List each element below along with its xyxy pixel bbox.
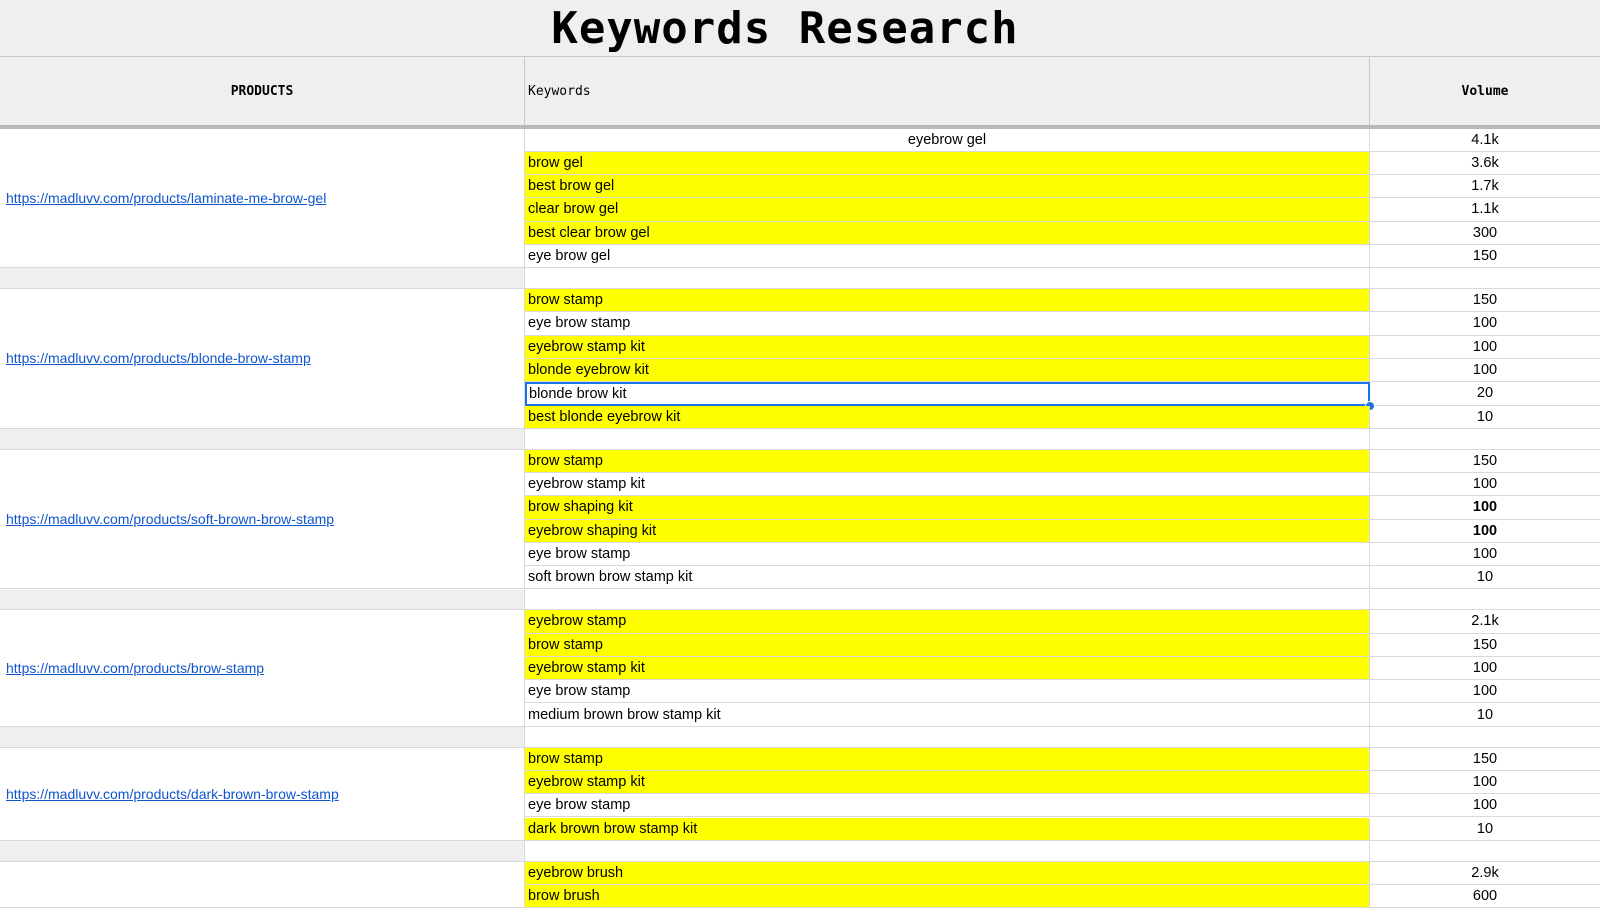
keyword-cell[interactable]: eyebrow stamp kit xyxy=(525,771,1370,794)
keyword-row xyxy=(525,289,1600,312)
product-link[interactable]: https://madluvv.com/products/brow-stamp xyxy=(6,660,265,677)
keyword-cell[interactable]: clear brow gel xyxy=(525,198,1370,221)
keyword-row xyxy=(525,862,1600,885)
keyword-row xyxy=(525,198,1600,221)
volume-cell[interactable]: 150 xyxy=(1370,289,1600,312)
keyword-cell[interactable]: brow stamp xyxy=(525,289,1370,312)
spacer-row[interactable] xyxy=(0,841,1600,862)
volume-cell[interactable]: 10 xyxy=(1370,406,1600,429)
spacer-keyword-cell[interactable] xyxy=(525,590,1370,610)
product-cell[interactable] xyxy=(0,862,525,909)
volume-cell[interactable]: 100 xyxy=(1370,657,1600,680)
keyword-cell[interactable]: eye brow gel xyxy=(525,245,1370,268)
volume-cell[interactable]: 2.9k xyxy=(1370,862,1600,885)
header-volume[interactable]: Volume xyxy=(1370,57,1600,126)
keyword-row xyxy=(525,794,1600,817)
keyword-cell[interactable]: eyebrow stamp xyxy=(525,610,1370,633)
keyword-row xyxy=(525,312,1600,335)
product-link[interactable]: https://madluvv.com/products/dark-brown-brow-stamp xyxy=(6,785,339,802)
keyword-row xyxy=(525,496,1600,519)
volume-cell[interactable]: 100 xyxy=(1370,496,1600,519)
spacer-row[interactable] xyxy=(0,268,1600,289)
keyword-row xyxy=(525,748,1600,771)
keyword-row xyxy=(525,152,1600,175)
product-cell[interactable] xyxy=(0,748,525,841)
volume-cell[interactable]: 1.7k xyxy=(1370,175,1600,198)
keyword-cell[interactable]: blonde eyebrow kit xyxy=(525,359,1370,382)
volume-cell[interactable]: 150 xyxy=(1370,245,1600,268)
product-link[interactable]: https://madluvv.com/products/laminate-me-brow-gel xyxy=(6,189,327,206)
spacer-product-cell[interactable] xyxy=(0,590,525,610)
keyword-cell[interactable]: eyebrow stamp kit xyxy=(525,473,1370,496)
volume-cell[interactable]: 100 xyxy=(1370,473,1600,496)
keyword-cell[interactable]: eyebrow shaping kit xyxy=(525,520,1370,543)
keyword-cell[interactable]: eyebrow stamp kit xyxy=(525,336,1370,359)
volume-cell[interactable]: 2.1k xyxy=(1370,610,1600,633)
keyword-cell[interactable]: brow shaping kit xyxy=(525,496,1370,519)
keyword-cell[interactable]: dark brown brow stamp kit xyxy=(525,818,1370,841)
keyword-cell[interactable]: brow stamp xyxy=(525,450,1370,473)
volume-cell[interactable]: 150 xyxy=(1370,748,1600,771)
product-cell[interactable] xyxy=(0,289,525,429)
header-keywords[interactable]: Keywords xyxy=(525,57,1370,126)
volume-cell[interactable]: 100 xyxy=(1370,680,1600,703)
keyword-cell[interactable]: eyebrow stamp kit xyxy=(525,657,1370,680)
keyword-row xyxy=(525,222,1600,245)
keyword-cell[interactable]: eye brow stamp xyxy=(525,312,1370,335)
keyword-cell[interactable]: medium brown brow stamp kit xyxy=(525,704,1370,727)
keyword-row xyxy=(525,245,1600,268)
volume-cell[interactable]: 100 xyxy=(1370,520,1600,543)
keyword-row xyxy=(525,657,1600,680)
volume-cell[interactable]: 100 xyxy=(1370,359,1600,382)
keyword-row xyxy=(525,680,1600,703)
sheet-title-text: Keywords Research xyxy=(551,2,1019,54)
spacer-keyword-cell[interactable] xyxy=(525,727,1370,747)
volume-cell[interactable]: 300 xyxy=(1370,222,1600,245)
keyword-row xyxy=(525,382,1600,405)
spacer-row[interactable] xyxy=(0,590,1600,611)
keyword-cell[interactable]: brow stamp xyxy=(525,634,1370,657)
volume-cell[interactable]: 3.6k xyxy=(1370,152,1600,175)
keyword-row xyxy=(525,566,1600,589)
keyword-cell[interactable]: brow stamp xyxy=(525,748,1370,771)
volume-cell[interactable]: 150 xyxy=(1370,450,1600,473)
volume-cell[interactable]: 100 xyxy=(1370,336,1600,359)
spacer-product-cell[interactable] xyxy=(0,429,525,449)
spacer-row[interactable] xyxy=(0,429,1600,450)
product-cell[interactable] xyxy=(0,610,525,727)
keyword-row xyxy=(525,771,1600,794)
keyword-row xyxy=(525,473,1600,496)
volume-cell[interactable]: 1.1k xyxy=(1370,198,1600,221)
product-link[interactable]: https://madluvv.com/products/blonde-brow-stamp xyxy=(6,350,311,367)
volume-cell[interactable]: 4.1k xyxy=(1370,129,1600,152)
volume-cell[interactable]: 600 xyxy=(1370,885,1600,908)
header-products[interactable]: PRODUCTS xyxy=(0,57,525,126)
spacer-product-cell[interactable] xyxy=(0,841,525,861)
sheet-title xyxy=(0,0,1600,57)
keyword-row xyxy=(525,704,1600,727)
keyword-row xyxy=(525,543,1600,566)
keyword-cell[interactable]: brow brush xyxy=(525,885,1370,908)
volume-cell[interactable]: 150 xyxy=(1370,634,1600,657)
keyword-cell[interactable]: brow gel xyxy=(525,152,1370,175)
keyword-row xyxy=(525,406,1600,429)
keyword-cell[interactable]: eye brow stamp xyxy=(525,794,1370,817)
volume-cell[interactable]: 10 xyxy=(1370,566,1600,589)
spacer-product-cell[interactable] xyxy=(0,268,525,288)
keyword-cell[interactable]: best brow gel xyxy=(525,175,1370,198)
keyword-cell-selected[interactable]: blonde brow kit xyxy=(525,382,1370,405)
keyword-row xyxy=(525,818,1600,841)
keyword-row xyxy=(525,885,1600,908)
keyword-cell[interactable]: eyebrow brush xyxy=(525,862,1370,885)
volume-cell[interactable]: 10 xyxy=(1370,704,1600,727)
spacer-product-cell[interactable] xyxy=(0,727,525,747)
keyword-cell[interactable]: eyebrow gel xyxy=(525,129,1370,152)
product-cell[interactable] xyxy=(0,129,525,269)
keyword-row xyxy=(525,610,1600,633)
keyword-cell[interactable]: best blonde eyebrow kit xyxy=(525,406,1370,429)
spacer-keyword-cell[interactable] xyxy=(525,429,1370,449)
product-cell[interactable] xyxy=(0,450,525,590)
keyword-cell[interactable]: soft brown brow stamp kit xyxy=(525,566,1370,589)
keyword-row xyxy=(525,520,1600,543)
keyword-cell[interactable]: best clear brow gel xyxy=(525,222,1370,245)
keyword-cell[interactable]: eye brow stamp xyxy=(525,680,1370,703)
volume-cell[interactable]: 100 xyxy=(1370,312,1600,335)
volume-cell[interactable]: 100 xyxy=(1370,794,1600,817)
spacer-keyword-cell[interactable] xyxy=(525,268,1370,288)
keyword-row xyxy=(525,129,1600,152)
keyword-row xyxy=(525,175,1600,198)
volume-cell[interactable]: 20 xyxy=(1370,382,1600,405)
keyword-row xyxy=(525,336,1600,359)
volume-cell[interactable]: 10 xyxy=(1370,818,1600,841)
keyword-row xyxy=(525,634,1600,657)
volume-cell[interactable]: 100 xyxy=(1370,543,1600,566)
spacer-row[interactable] xyxy=(0,727,1600,748)
product-link[interactable]: https://madluvv.com/products/soft-brown-brow-stamp xyxy=(6,511,335,528)
keyword-row xyxy=(525,450,1600,473)
keyword-cell[interactable]: eye brow stamp xyxy=(525,543,1370,566)
keyword-row xyxy=(525,359,1600,382)
volume-cell[interactable]: 100 xyxy=(1370,771,1600,794)
spacer-keyword-cell[interactable] xyxy=(525,841,1370,861)
